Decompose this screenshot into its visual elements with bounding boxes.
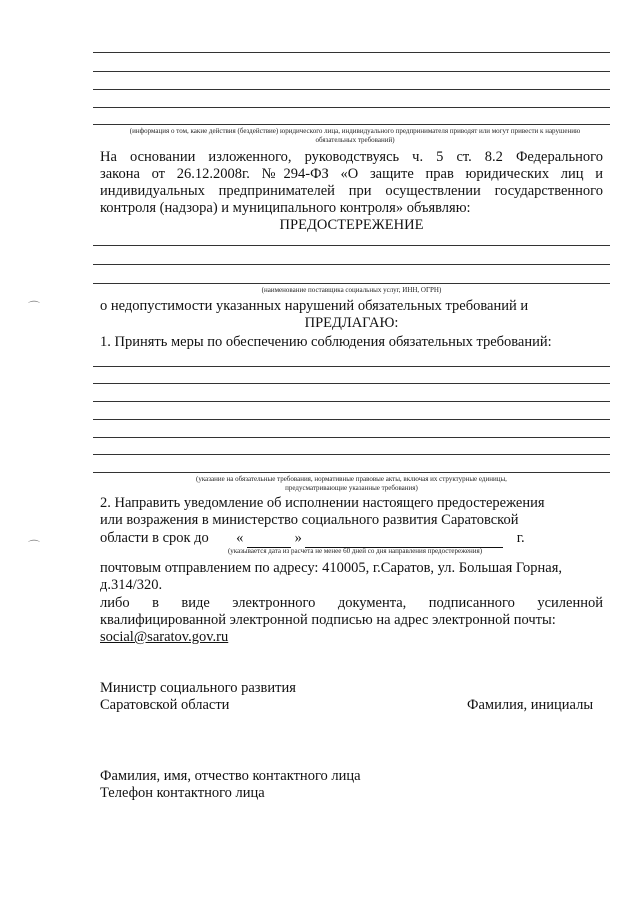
item-2-line-3	[100, 530, 525, 548]
margin-mark: ⌒	[28, 539, 41, 553]
fill-line	[93, 383, 610, 384]
deadline-label: области в срок до	[100, 530, 209, 546]
quote-open: «	[236, 530, 244, 546]
year-suffix: г.	[516, 530, 525, 546]
heading-propose: ПРЕДЛАГАЮ:	[304, 315, 399, 331]
basis-line-2: закона от 26.12.2008г. №294-ФЗ «О защите прав юридических лиц и	[100, 166, 603, 182]
caption-info: (информация о том, какие действия (бездействие) юридического лица, индивидуального предпринимателя приводят или могут привести к нарушению обязательных требований)	[129, 127, 581, 144]
inadmissibility-text: о недопустимости указанных нарушений обязательных требований и	[100, 298, 529, 314]
caption-requirements-2: предусматривающие указанные требования)	[285, 484, 418, 492]
fill-line	[93, 419, 610, 420]
basis-line-4: контроля (надзора) и муниципального контроля» объявляю:	[100, 200, 471, 216]
fill-line	[93, 437, 610, 438]
fill-line	[93, 124, 610, 125]
fill-line	[93, 264, 610, 265]
item-2-line-1: 2. Направить уведомление об исполнении настоящего предостережения	[100, 495, 545, 511]
deadline-day-field[interactable]	[247, 530, 291, 548]
fill-line	[93, 52, 610, 53]
caption-date: (указывается дата из расчета не менее 60 дней со дня направления предостережения)	[227, 547, 483, 555]
signatory-position-2: Саратовской области	[100, 697, 230, 713]
margin-mark: ⌒	[28, 300, 41, 314]
fill-line	[93, 472, 610, 473]
fill-line	[93, 89, 610, 90]
fill-line	[93, 107, 610, 108]
postal-line-1: почтовым отправлением по адресу: 410005, г.Саратов, ул. Большая Горная,	[100, 560, 563, 576]
item-1-text: 1. Принять меры по обеспечению соблюдения обязательных требований:	[100, 334, 552, 350]
quote-close: »	[294, 530, 302, 546]
fill-line	[93, 401, 610, 402]
basis-line-1: На основании изложенного, руководствуясь ч. 5 ст. 8.2 Федерального	[100, 149, 603, 165]
electronic-line-2: квалифицированной электронной подписью на адрес электронной почты:	[100, 612, 556, 628]
fill-line	[93, 366, 610, 367]
heading-warning: ПРЕДОСТЕРЕЖЕНИЕ	[279, 217, 424, 233]
email-link[interactable]: social@saratov.gov.ru	[100, 629, 229, 645]
fill-line	[93, 245, 610, 246]
signatory-name: Фамилия, инициалы	[467, 697, 594, 713]
basis-line-3: индивидуальных предпринимателей при осуществлении государственного	[100, 183, 603, 199]
signatory-position-1: Министр социального развития	[100, 680, 296, 696]
fill-line	[93, 454, 610, 455]
contact-line-1: Фамилия, имя, отчество контактного лица	[100, 768, 361, 784]
caption-requirements-1: (указание на обязательные требования, нормативные правовые акты, включая их структурные единицы,	[196, 475, 507, 483]
fill-line	[93, 71, 610, 72]
deadline-month-field[interactable]	[305, 530, 503, 548]
postal-line-2: д.314/320.	[100, 577, 163, 593]
electronic-line-1: либо в виде электронного документа, подписанного усиленной	[100, 595, 603, 611]
item-2-line-2: или возражения в министерство социального развития Саратовской	[100, 512, 519, 528]
fill-line	[93, 283, 610, 284]
caption-name: (наименование поставщика социальных услуг, ИНН, ОГРН)	[261, 286, 442, 294]
contact-line-2: Телефон контактного лица	[100, 785, 265, 801]
